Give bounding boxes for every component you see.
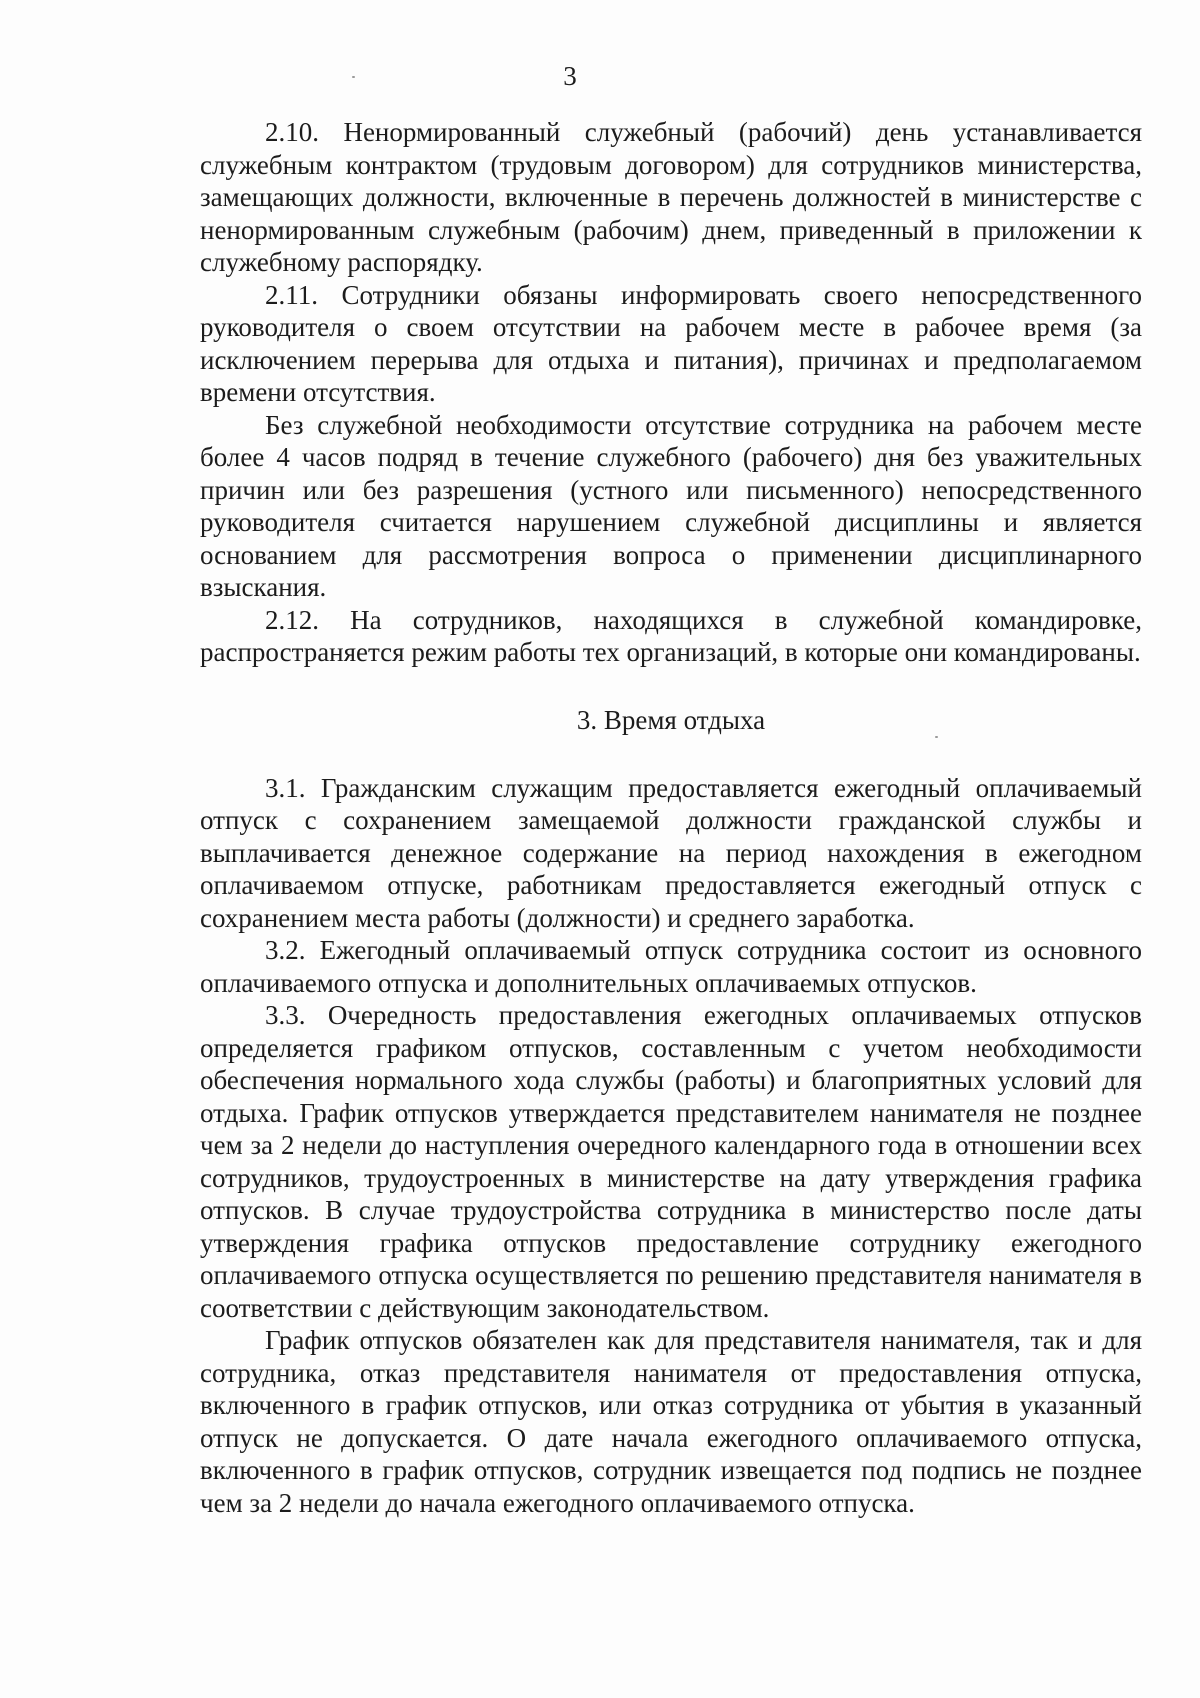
paragraph-2-12: 2.12. На сотрудников, находящихся в служебной командировке, распространяется режим работы тех организаций, в которые они командированы.: [200, 604, 1142, 667]
paragraph-2-11: 2.11. Сотрудники обязаны информировать своего непосредственного руководителя о своем отсутствии на рабочем месте в рабочее время (за исключением перерыва для отдыха и питания), причинах и предполагаемом времени отсутствия.: [200, 279, 1142, 407]
paragraph-absence: Без служебной необходимости отсутствие сотрудника на рабочем месте более 4 часов подряд в течение служебного (рабочего) дня без уважительных причин или без разрешения (устного или письменного) непосредственного руководителя считается нарушением служебной дисциплины и является основанием для рассмотрения вопроса о применении дисциплинарного взыскания.: [200, 409, 1142, 602]
paragraph-3-3: 3.3. Очередность предоставления ежегодных оплачиваемых отпусков определяется графиком отпусков, составленным с учетом необходимости обеспечения нормального хода службы (работы) и благоприятных условий для отдыха. График отпусков утверждается представителем нанимателя не позднее чем за 2 недели до наступления очередного календарного года в отношении всех сотрудников, трудоустроенных в министерстве на дату утверждения графика отпусков. В случае трудоустройства сотрудника в министерство после даты утверждения графика отпусков предоставление сотруднику ежегодного оплачиваемого отпуска осуществляется по решению представителя нанимателя в соответствии с действующим законодательством.: [200, 1000, 1142, 1323]
section-title: 3. Время отдыха: [576, 704, 766, 735]
paragraph-3-2: 3.2. Ежегодный оплачиваемый отпуск сотрудника состоит из основного оплачиваемого отпуска и дополнительных оплачиваемых отпусков.: [200, 935, 1142, 998]
paragraph-3-1: 3.1. Гражданским служащим предоставляется ежегодный оплачиваемый отпуск с сохранением замещаемой должности гражданской службы и выплачивается денежное содержание на период нахождения в ежегодном оплачиваемом отпуске, работникам предоставляется ежегодный отпуск с сохранением места работы (должности) и среднего заработка.: [200, 772, 1142, 933]
paragraph-schedule: График отпусков обязателен как для представителя нанимателя, так и для сотрудника, отказ представителя нанимателя от предоставления отпуска, включенного в график отпусков, или отказ сотрудника от убытия в указанный отпуск не допускается. О дате начала ежегодного оплачиваемого отпуска, включенного в график отпусков, сотрудник извещается под подпись не позднее чем за 2 недели до начала ежегодного оплачиваемого отпуска.: [200, 1325, 1142, 1518]
paragraph-2-10: 2.10. Ненормированный служебный (рабочий) день устанавливается служебным контрактом (трудовым договором) для сотрудников министерства, замещающих должности, включенные в перечень должностей в министерстве с ненормированным служебным (рабочим) днем, приведенный в приложении к служебному распорядку.: [200, 117, 1142, 277]
document-body: [200, 116, 1142, 1519]
page-number: 3: [563, 61, 577, 91]
